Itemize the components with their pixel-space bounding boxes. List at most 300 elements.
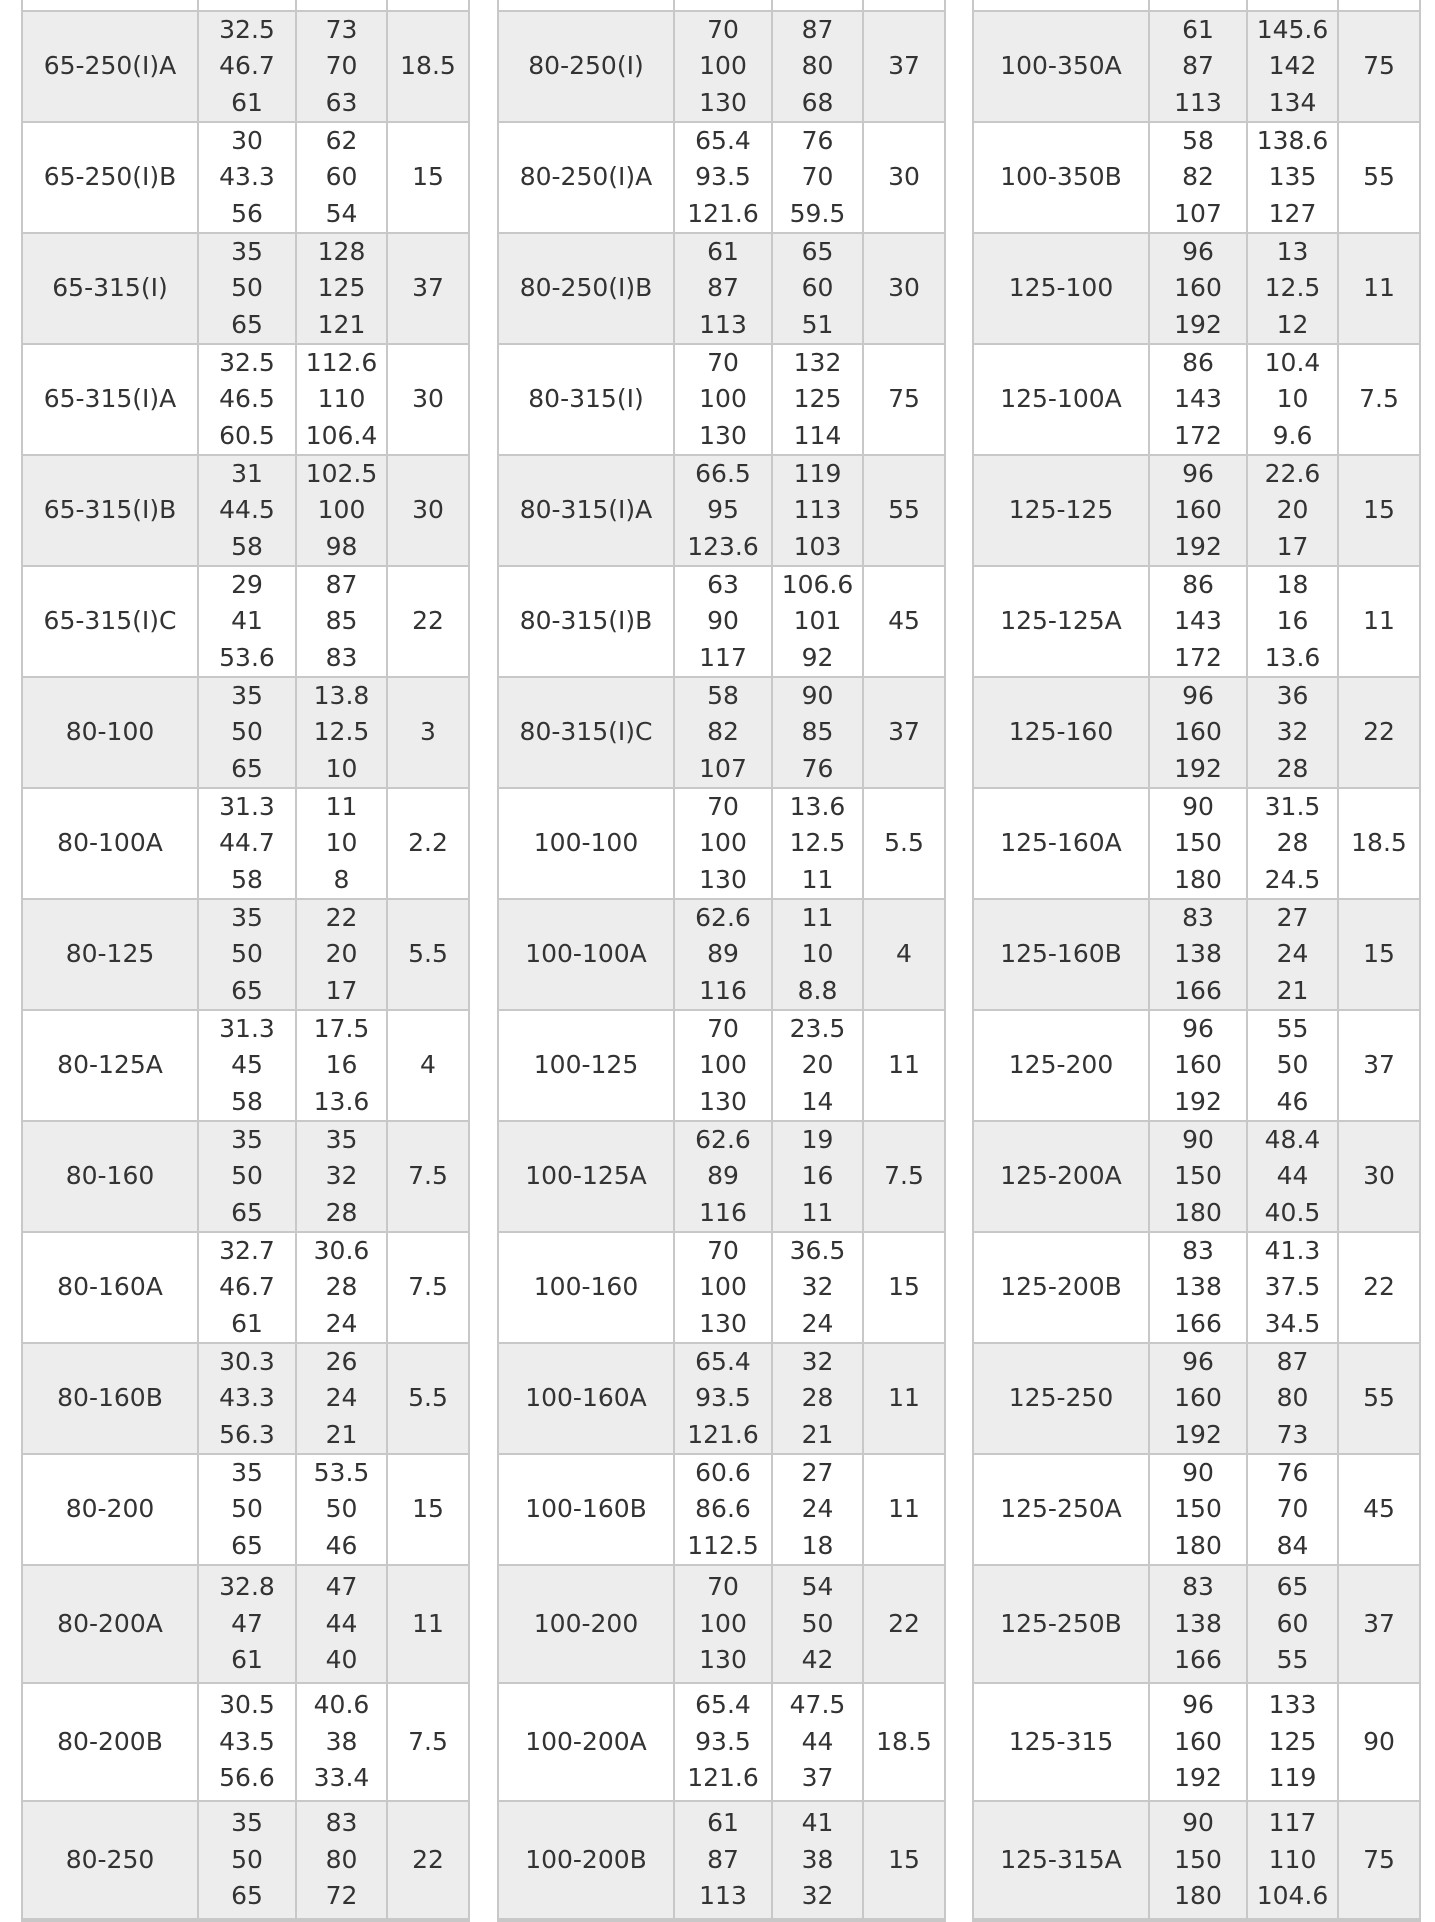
- cell-value: 18: [1276, 569, 1309, 599]
- head-cell: [1248, 789, 1339, 898]
- cell-value: 95: [707, 495, 739, 525]
- cell-value: 16: [801, 1161, 834, 1191]
- cell-value: 13: [1276, 236, 1309, 266]
- head-cell: [1248, 12, 1339, 121]
- cell-value: 30.3: [219, 1346, 275, 1376]
- head-cell: [297, 1122, 388, 1231]
- cell-value: 138: [1174, 1272, 1222, 1302]
- model-cell: 65-315(I)B: [23, 456, 199, 565]
- cell-value: 22: [325, 902, 358, 932]
- power-cell: 30: [888, 273, 920, 303]
- cell-value: 29: [231, 569, 263, 599]
- model-cell: 80-250(I): [499, 12, 675, 121]
- head-cell: [297, 1455, 388, 1564]
- table-row: [499, 456, 944, 567]
- table-row: [23, 345, 468, 456]
- head-cell: [297, 1233, 388, 1342]
- cell-value: 60: [325, 162, 358, 192]
- flow-cell: [199, 1233, 297, 1342]
- cell-value: 59.5: [789, 198, 846, 228]
- power-cell: 18.5: [1351, 828, 1407, 858]
- cell-value: 112.6: [305, 347, 378, 377]
- cell-value: 192: [1174, 753, 1222, 783]
- cell-value: 28: [1276, 828, 1309, 858]
- cell-value: 63: [325, 87, 358, 117]
- cell-value: 65: [231, 1881, 263, 1911]
- cell-value: 70: [707, 14, 739, 44]
- table-row: [499, 1566, 944, 1684]
- cell-value: 98: [325, 531, 358, 561]
- cell-value: 83: [325, 1808, 358, 1838]
- cell-value: 19: [801, 1124, 834, 1154]
- cell-value: 65: [231, 1530, 263, 1560]
- cell-value: 50: [231, 1494, 263, 1524]
- cell-value: 86: [1182, 569, 1214, 599]
- cell-value: 160: [1174, 1050, 1222, 1080]
- model-cell: 125-200B: [974, 1233, 1150, 1342]
- cell-value: 70: [801, 162, 834, 192]
- table-row: [974, 1344, 1419, 1455]
- head-cell: [297, 234, 388, 343]
- table-row: [499, 12, 944, 123]
- table-row: [499, 1684, 944, 1802]
- head-cell: [773, 345, 864, 454]
- table-row: [23, 456, 468, 567]
- head-cell: [773, 1344, 864, 1453]
- head-cell: [1248, 345, 1339, 454]
- cell-value: 11: [801, 902, 834, 932]
- cell-value: 83: [1182, 1572, 1214, 1602]
- head-cell: [773, 789, 864, 898]
- cell-value: 10.4: [1264, 347, 1321, 377]
- power-cell: 7.5: [1359, 384, 1399, 414]
- table-row: [23, 678, 468, 789]
- model-cell: 125-200: [974, 1011, 1150, 1120]
- cell-value: 63: [707, 569, 739, 599]
- cell-value: 160: [1174, 273, 1222, 303]
- cell-value: 32: [1276, 717, 1309, 747]
- cell-value: 24: [1276, 939, 1309, 969]
- cell-value: 28: [325, 1272, 358, 1302]
- model-cell: 80-100A: [23, 789, 199, 898]
- power-cell: 55: [1363, 162, 1395, 192]
- cell-value: 65.4: [695, 1690, 751, 1720]
- power-cell: 7.5: [408, 1272, 448, 1302]
- flow-cell: [199, 900, 297, 1009]
- model-cell: 80-200: [23, 1455, 199, 1564]
- cell-value: 160: [1174, 1383, 1222, 1413]
- model-cell: 80-250(I)A: [499, 123, 675, 232]
- model-cell: 125-100: [974, 234, 1150, 343]
- cell-value: 70: [707, 1235, 739, 1265]
- cell-value: 70: [707, 791, 739, 821]
- cell-value: 68: [801, 87, 834, 117]
- power-cell: 22: [888, 1608, 920, 1638]
- table-row: [974, 234, 1419, 345]
- flow-cell: [675, 1233, 773, 1342]
- table-row: [23, 12, 468, 123]
- head-cell: [1248, 1233, 1339, 1342]
- model-cell: 80-160B: [23, 1344, 199, 1453]
- cell-value: 8: [333, 864, 350, 894]
- cell-value: 28: [325, 1197, 358, 1227]
- cell-value: 80: [325, 1844, 358, 1874]
- cell-value: 13.8: [313, 680, 370, 710]
- cell-value: 58: [231, 531, 263, 561]
- model-cell: 80-250(I)B: [499, 234, 675, 343]
- cell-value: 138: [1174, 939, 1222, 969]
- table-row: [974, 1802, 1419, 1920]
- cell-value: 132: [793, 347, 842, 377]
- model-cell: 80-125: [23, 900, 199, 1009]
- cell-value: 44.5: [219, 495, 275, 525]
- head-cell: [1248, 456, 1339, 565]
- power-cell: 75: [1363, 1844, 1395, 1874]
- cell-value: 90: [1182, 1124, 1214, 1154]
- power-cell: 18.5: [400, 51, 456, 81]
- table-row: [23, 900, 468, 1011]
- cell-value: 150: [1174, 828, 1222, 858]
- cell-value: 72: [325, 1881, 358, 1911]
- cell-value: 87: [801, 14, 834, 44]
- model-cell: 100-350A: [974, 12, 1150, 121]
- cell-value: 107: [699, 753, 747, 783]
- model-cell: 100-125: [499, 1011, 675, 1120]
- head-cell: [1248, 123, 1339, 232]
- cell-value: 10: [325, 828, 358, 858]
- flow-cell: [1150, 1455, 1248, 1564]
- cell-value: 10: [325, 753, 358, 783]
- cell-value: 121.6: [687, 1763, 759, 1793]
- cell-value: 58: [231, 1086, 263, 1116]
- head-cell: [297, 1011, 388, 1120]
- power-cell: 37: [888, 717, 920, 747]
- flow-cell: [199, 123, 297, 232]
- model-cell: 80-315(I)B: [499, 567, 675, 676]
- cell-value: 180: [1174, 1197, 1222, 1227]
- cell-value: 130: [699, 1308, 747, 1338]
- flow-cell: [199, 456, 297, 565]
- cell-value: 50: [801, 1608, 834, 1638]
- cell-value: 82: [1182, 162, 1214, 192]
- cell-value: 50: [231, 1161, 263, 1191]
- cell-value: 24: [801, 1494, 834, 1524]
- cell-value: 119: [793, 458, 842, 488]
- model-cell: 125-250: [974, 1344, 1150, 1453]
- flow-cell: [675, 789, 773, 898]
- cell-value: 20: [1276, 495, 1309, 525]
- flow-cell: [1150, 1122, 1248, 1231]
- cell-value: 54: [325, 198, 358, 228]
- cell-value: 8.8: [797, 975, 838, 1005]
- cell-value: 53.6: [219, 642, 275, 672]
- cell-value: 50: [231, 717, 263, 747]
- cell-value: 46: [1276, 1086, 1309, 1116]
- power-cell: 37: [1363, 1608, 1395, 1638]
- cell-value: 35: [231, 1124, 263, 1154]
- cell-value: 56.3: [219, 1419, 275, 1449]
- cell-value: 54: [801, 1572, 834, 1602]
- table-row: [23, 1011, 468, 1122]
- cell-value: 11: [325, 791, 358, 821]
- table-row: [974, 678, 1419, 789]
- model-cell: 125-315: [974, 1684, 1150, 1800]
- power-cell: 5.5: [884, 828, 924, 858]
- cell-value: 70: [707, 1572, 739, 1602]
- power-cell: 11: [888, 1494, 920, 1524]
- cell-value: 113: [699, 1881, 747, 1911]
- cell-value: 192: [1174, 1763, 1222, 1793]
- cell-value: 117: [1268, 1808, 1317, 1838]
- flow-cell: [1150, 900, 1248, 1009]
- flow-cell: [1150, 345, 1248, 454]
- table-row: [974, 456, 1419, 567]
- flow-cell: [1150, 12, 1248, 121]
- model-cell: 100-160B: [499, 1455, 675, 1564]
- cell-value: 46.7: [219, 1272, 275, 1302]
- cell-value: 46.7: [219, 51, 275, 81]
- cell-value: 65.4: [695, 125, 751, 155]
- head-cell: [297, 900, 388, 1009]
- cell-value: 27: [801, 1457, 834, 1487]
- cell-value: 31.3: [219, 791, 275, 821]
- cell-value: 45: [231, 1050, 263, 1080]
- cell-value: 121.6: [687, 198, 759, 228]
- model-cell: 100-100A: [499, 900, 675, 1009]
- power-cell: 7.5: [408, 1726, 448, 1756]
- cell-value: 127: [1268, 198, 1317, 228]
- table-row: [499, 789, 944, 900]
- cell-value: 143: [1174, 606, 1222, 636]
- cell-value: 143: [1174, 384, 1222, 414]
- cell-value: 96: [1182, 1013, 1214, 1043]
- cell-value: 70: [325, 51, 358, 81]
- cell-value: 44.7: [219, 828, 275, 858]
- head-cell: [1248, 900, 1339, 1009]
- head-cell: [1248, 1684, 1339, 1800]
- power-cell: 7.5: [884, 1161, 924, 1191]
- model-cell: [499, 0, 675, 10]
- cell-value: 87: [707, 1844, 739, 1874]
- cell-value: 47: [231, 1608, 263, 1638]
- head-cell: [773, 0, 864, 10]
- cell-value: 44: [1276, 1161, 1309, 1191]
- head-cell: [773, 567, 864, 676]
- model-cell: 80-160: [23, 1122, 199, 1231]
- power-cell: 3: [420, 717, 436, 747]
- flow-cell: [1150, 1233, 1248, 1342]
- head-cell: [1248, 567, 1339, 676]
- power-cell: 18.5: [876, 1726, 932, 1756]
- flow-cell: [199, 1684, 297, 1800]
- model-cell: 125-160: [974, 678, 1150, 787]
- power-cell: 11: [1363, 273, 1395, 303]
- cell-value: 96: [1182, 680, 1214, 710]
- cell-value: 100: [699, 1050, 747, 1080]
- cell-value: 100: [699, 384, 747, 414]
- flow-cell: [675, 1566, 773, 1682]
- cell-value: 89: [707, 939, 739, 969]
- cell-value: 35: [231, 236, 263, 266]
- table-row: [499, 1122, 944, 1233]
- cell-value: 43.3: [219, 1383, 275, 1413]
- power-cell: 22: [412, 606, 444, 636]
- flow-cell: [1150, 1802, 1248, 1918]
- table-row-partial: [974, 0, 1419, 12]
- model-cell: 125-100A: [974, 345, 1150, 454]
- model-cell: 65-250(I)B: [23, 123, 199, 232]
- cell-value: 106.4: [305, 420, 378, 450]
- cell-value: 41: [231, 606, 263, 636]
- cell-value: 61: [231, 1308, 263, 1338]
- cell-value: 96: [1182, 1346, 1214, 1376]
- flow-cell: [199, 345, 297, 454]
- cell-value: 36: [1276, 680, 1309, 710]
- cell-value: 73: [325, 14, 358, 44]
- cell-value: 46.5: [219, 384, 275, 414]
- head-cell: [773, 900, 864, 1009]
- power-cell: 4: [420, 1050, 436, 1080]
- cell-value: 76: [801, 753, 834, 783]
- power-cell: 5.5: [408, 1383, 448, 1413]
- table-row: [499, 1233, 944, 1344]
- cell-value: 24: [325, 1383, 358, 1413]
- head-cell: [1248, 1122, 1339, 1231]
- cell-value: 121.6: [687, 1419, 759, 1449]
- table-row: [974, 789, 1419, 900]
- cell-value: 16: [1276, 606, 1309, 636]
- cell-value: 128: [317, 236, 366, 266]
- cell-value: 40: [325, 1645, 358, 1675]
- head-cell: [1248, 1011, 1339, 1120]
- head-cell: [773, 678, 864, 787]
- cell-value: 112.5: [687, 1530, 759, 1560]
- power-cell: 75: [888, 384, 920, 414]
- cell-value: 90: [1182, 791, 1214, 821]
- flow-cell: [199, 12, 297, 121]
- flow-cell: [675, 12, 773, 121]
- model-cell: 125-200A: [974, 1122, 1150, 1231]
- cell-value: 104.6: [1256, 1881, 1329, 1911]
- cell-value: 55: [1276, 1013, 1309, 1043]
- cell-value: 121: [317, 309, 366, 339]
- flow-cell: [675, 1122, 773, 1231]
- cell-value: 41.3: [1264, 1235, 1321, 1265]
- cell-value: 17: [1276, 531, 1309, 561]
- cell-value: 44: [801, 1726, 834, 1756]
- head-cell: [297, 0, 388, 10]
- power-cell: 55: [888, 495, 920, 525]
- cell-value: 86: [1182, 347, 1214, 377]
- flow-cell: [199, 0, 297, 10]
- cell-value: 60.6: [695, 1457, 751, 1487]
- flow-cell: [199, 1566, 297, 1682]
- cell-value: 76: [801, 125, 834, 155]
- flow-cell: [675, 234, 773, 343]
- cell-value: 10: [801, 939, 834, 969]
- cell-value: 38: [801, 1844, 834, 1874]
- flow-cell: [675, 1684, 773, 1800]
- power-cell: 30: [412, 495, 444, 525]
- cell-value: 107: [1174, 198, 1222, 228]
- power-cell: 22: [1363, 717, 1395, 747]
- table-row: [974, 1011, 1419, 1122]
- cell-value: 160: [1174, 495, 1222, 525]
- cell-value: 32.8: [219, 1572, 275, 1602]
- flow-cell: [675, 456, 773, 565]
- cell-value: 16: [325, 1050, 358, 1080]
- cell-value: 113: [1174, 87, 1222, 117]
- head-cell: [297, 345, 388, 454]
- cell-value: 135: [1268, 162, 1317, 192]
- cell-value: 14: [801, 1086, 834, 1116]
- cell-value: 23.5: [789, 1013, 846, 1043]
- cell-value: 32: [801, 1881, 834, 1911]
- cell-value: 32: [325, 1161, 358, 1191]
- flow-cell: [1150, 456, 1248, 565]
- flow-cell: [199, 678, 297, 787]
- head-cell: [297, 1344, 388, 1453]
- table-row: [23, 1684, 468, 1802]
- head-cell: [1248, 1802, 1339, 1918]
- cell-value: 62.6: [695, 1124, 751, 1154]
- model-cell: 80-250: [23, 1802, 199, 1918]
- cell-value: 65: [801, 236, 834, 266]
- flow-cell: [675, 345, 773, 454]
- cell-value: 12.5: [313, 717, 370, 747]
- power-cell: 22: [1363, 1272, 1395, 1302]
- flow-cell: [199, 789, 297, 898]
- table-row: [974, 900, 1419, 1011]
- cell-value: 66.5: [695, 458, 751, 488]
- head-cell: [773, 1122, 864, 1231]
- flow-cell: [675, 1802, 773, 1918]
- cell-value: 21: [801, 1419, 834, 1449]
- cell-value: 92: [801, 642, 834, 672]
- model-cell: 100-125A: [499, 1122, 675, 1231]
- cell-value: 93.5: [695, 1383, 751, 1413]
- cell-value: 70: [707, 347, 739, 377]
- cell-value: 9.6: [1272, 420, 1313, 450]
- cell-value: 93.5: [695, 162, 751, 192]
- cell-value: 18: [801, 1530, 834, 1560]
- flow-cell: [199, 234, 297, 343]
- cell-value: 180: [1174, 864, 1222, 894]
- cell-value: 50: [231, 939, 263, 969]
- model-cell: 100-160: [499, 1233, 675, 1342]
- flow-cell: [199, 1344, 297, 1453]
- cell-value: 100: [699, 51, 747, 81]
- cell-value: 65: [231, 753, 263, 783]
- cell-value: 33.4: [313, 1763, 370, 1793]
- cell-value: 138.6: [1256, 125, 1329, 155]
- cell-value: 82: [707, 717, 739, 747]
- cell-value: 133: [1268, 1690, 1317, 1720]
- cell-value: 43.3: [219, 162, 275, 192]
- cell-value: 26: [325, 1346, 358, 1376]
- flow-cell: [199, 1011, 297, 1120]
- cell-value: 47.5: [789, 1690, 846, 1720]
- model-cell: 80-200A: [23, 1566, 199, 1682]
- cell-value: 123.6: [687, 531, 759, 561]
- head-cell: [773, 234, 864, 343]
- flow-cell: [1150, 678, 1248, 787]
- cell-value: 60: [801, 273, 834, 303]
- model-cell: 65-250(I)A: [23, 12, 199, 121]
- power-cell: 5.5: [408, 939, 448, 969]
- cell-value: 12.5: [789, 828, 846, 858]
- table-row: [974, 1233, 1419, 1344]
